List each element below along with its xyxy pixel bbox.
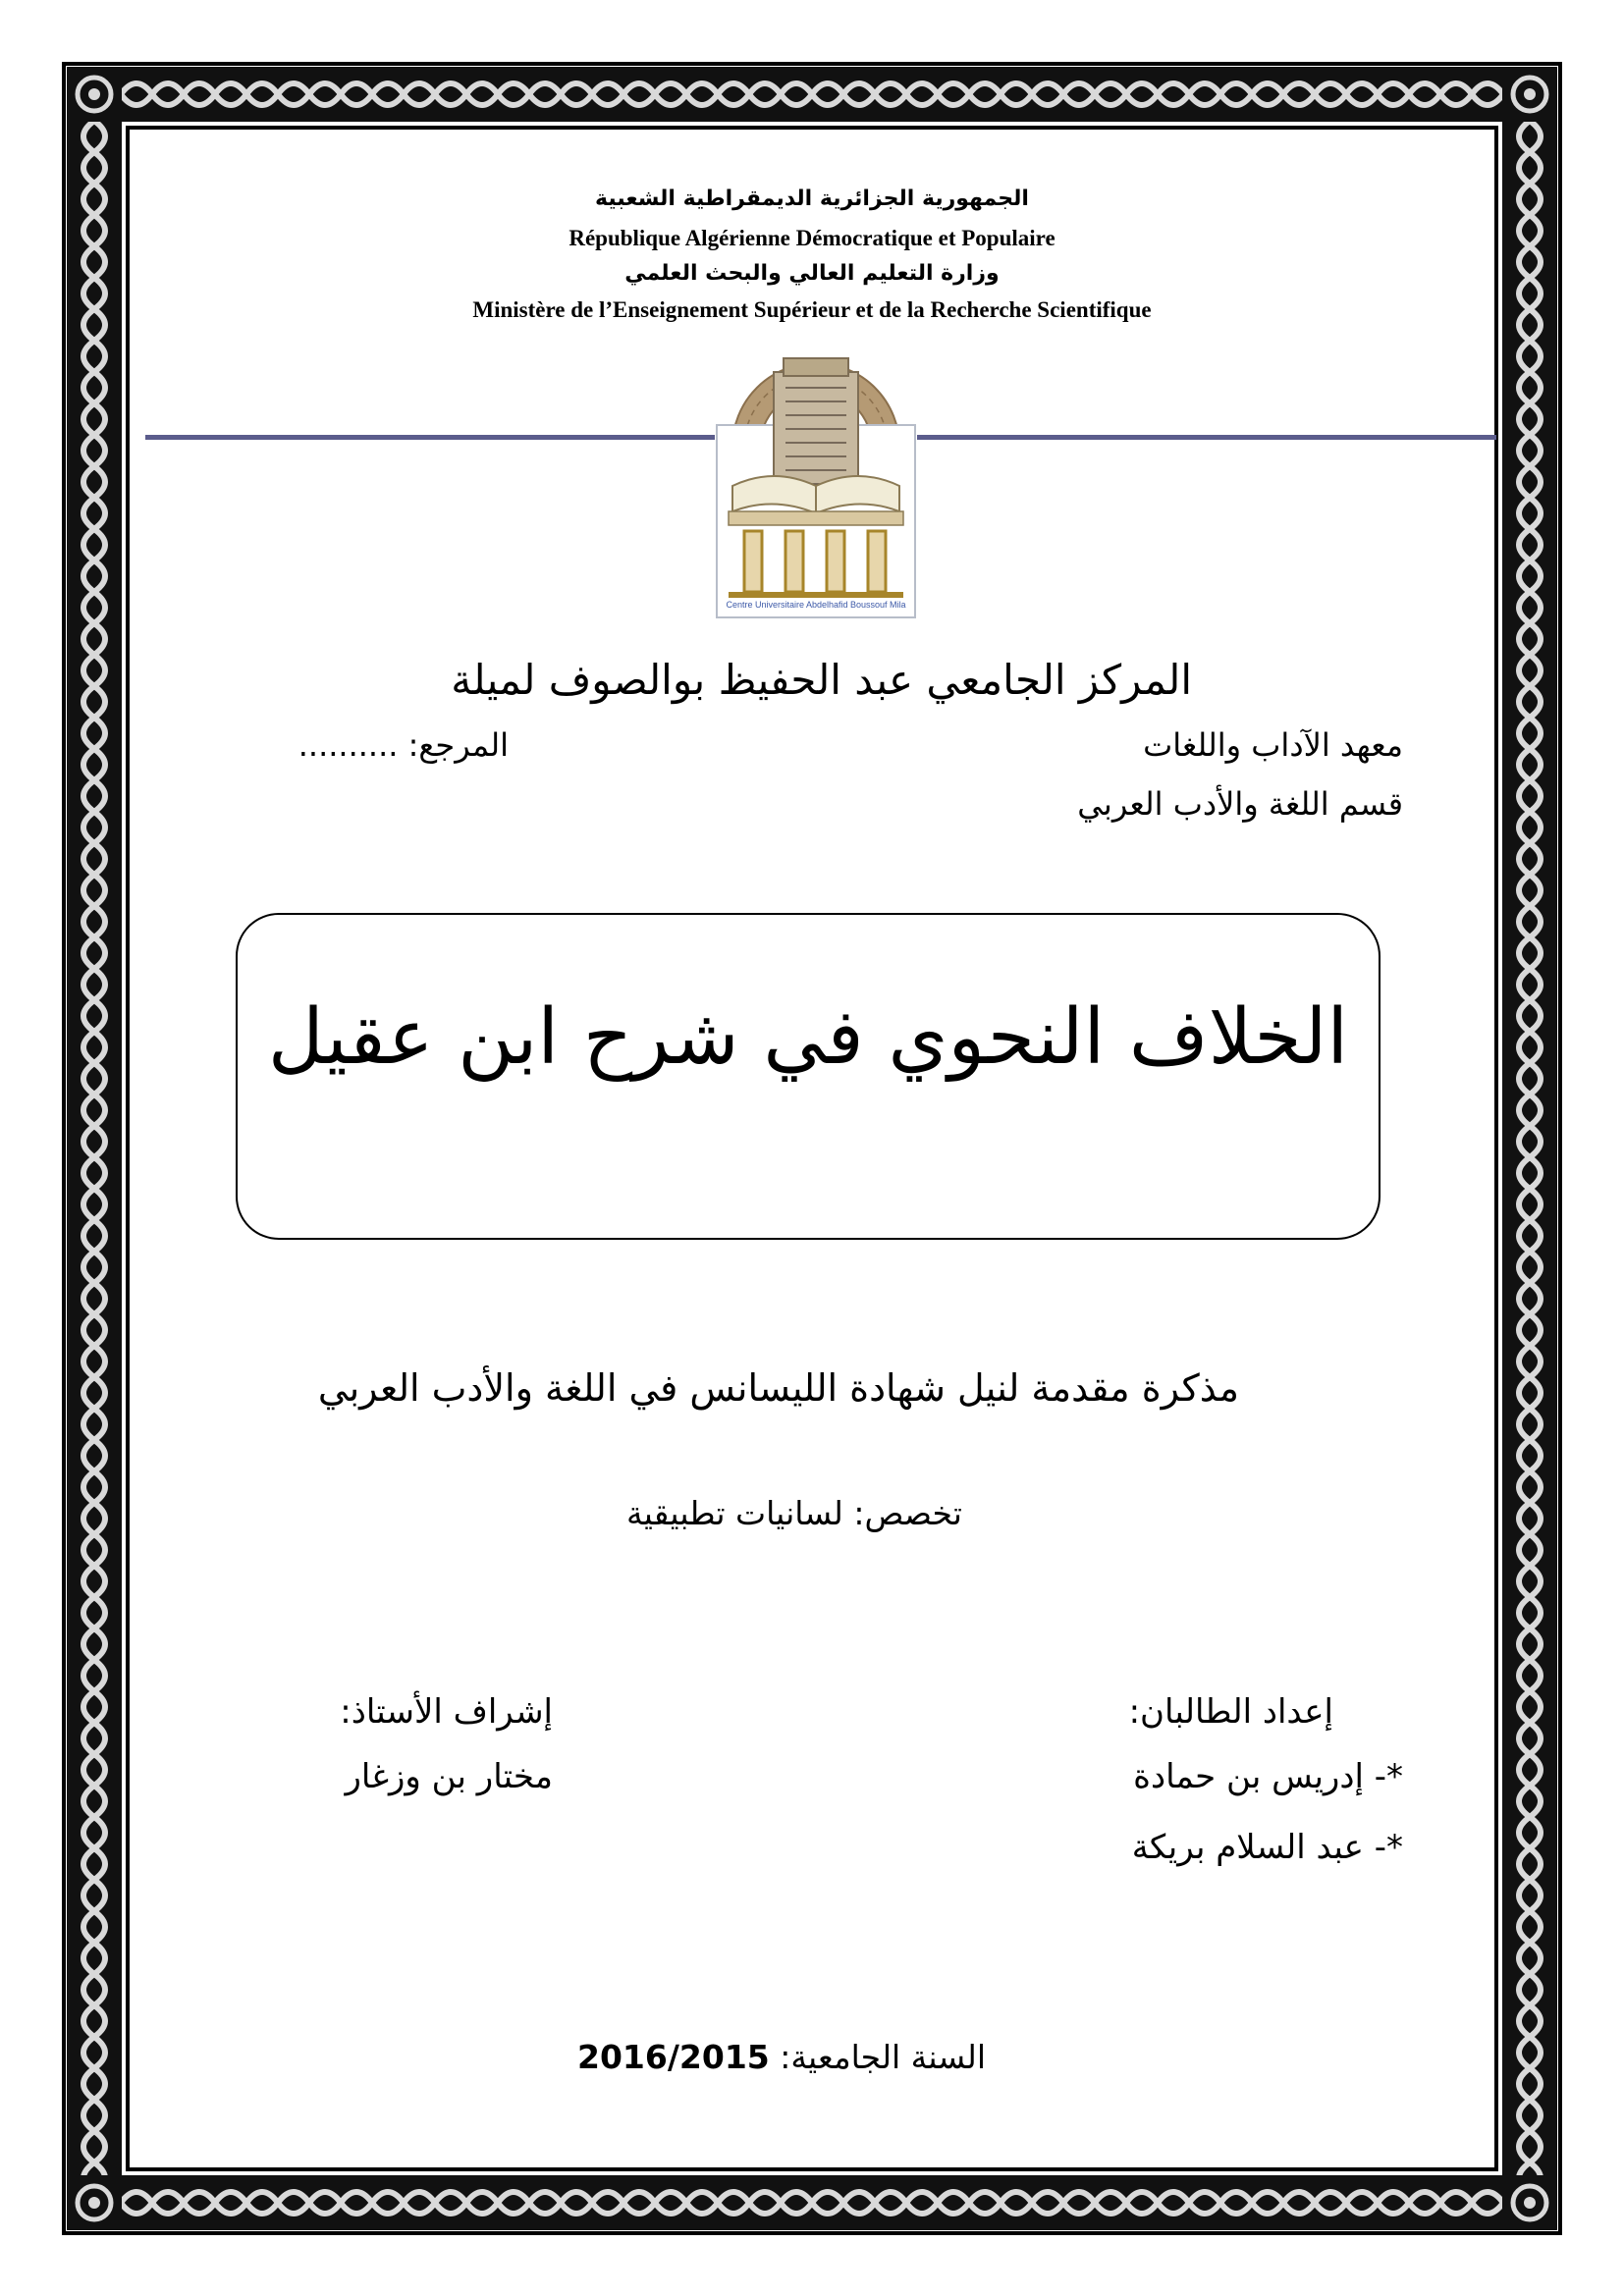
university-logo — [715, 329, 917, 620]
corner-ornament-bottom-left — [67, 2175, 122, 2230]
frame-border-top — [121, 67, 1503, 122]
header-rule-left — [145, 435, 715, 440]
academic-year-value: 2016/2015 — [577, 2038, 770, 2076]
institution-name: المركز الجامعي عبد الحفيظ بوالصوف لميلة — [451, 656, 1192, 704]
academic-year — [577, 2038, 986, 2076]
corner-ornament-bottom-right — [1502, 2175, 1557, 2230]
ministry-arabic: وزارة التعليم العالي والبحث العلمي — [624, 261, 1000, 286]
reference-field: المرجع: .......... — [298, 726, 509, 764]
specialty: تخصص: لسانيات تطبيقية — [626, 1494, 962, 1532]
republic-arabic: الجمهورية الجزائرية الديمقراطية الشعبية — [595, 187, 1029, 211]
frame-border-bottom — [121, 2175, 1503, 2230]
republic-french: République Algérienne Démocratique et Populaire — [568, 226, 1056, 250]
academic-year-label: السنة الجامعية: — [780, 2038, 986, 2076]
logo-caption: Centre Universitaire Abdelhafid Boussouf Mila — [726, 600, 906, 610]
student-name-2: *- عبد السلام بريكة — [1131, 1828, 1403, 1867]
corner-ornament-top-left — [67, 67, 122, 122]
ministry-french: Ministère de l’Enseignement Supérieur et de la Recherche Scientifique — [472, 297, 1152, 322]
frame-border-right — [1502, 121, 1557, 2175]
institute-name: معهد الآداب واللغات — [1143, 726, 1403, 764]
department-name: قسم اللغة والأدب العربي — [1077, 785, 1403, 823]
corner-ornament-top-right — [1502, 67, 1557, 122]
thesis-title-box — [236, 913, 1380, 1240]
students-label: إعداد الطالبان: — [1128, 1692, 1333, 1732]
degree-statement: مذكرة مقدمة لنيل شهادة الليسانس في اللغة والأدب العربي — [317, 1366, 1239, 1410]
supervisor-label: إشراف الأستاذ: — [340, 1692, 553, 1732]
supervisor-name: مختار بن وزغار — [345, 1757, 553, 1796]
thesis-title: الخلاف النحوي في شرح ابن عقيل — [267, 993, 1349, 1082]
frame-border-left — [67, 121, 122, 2175]
header-rule-right — [917, 435, 1496, 440]
student-name-1: *- إدريس بن حمادة — [1133, 1757, 1403, 1796]
